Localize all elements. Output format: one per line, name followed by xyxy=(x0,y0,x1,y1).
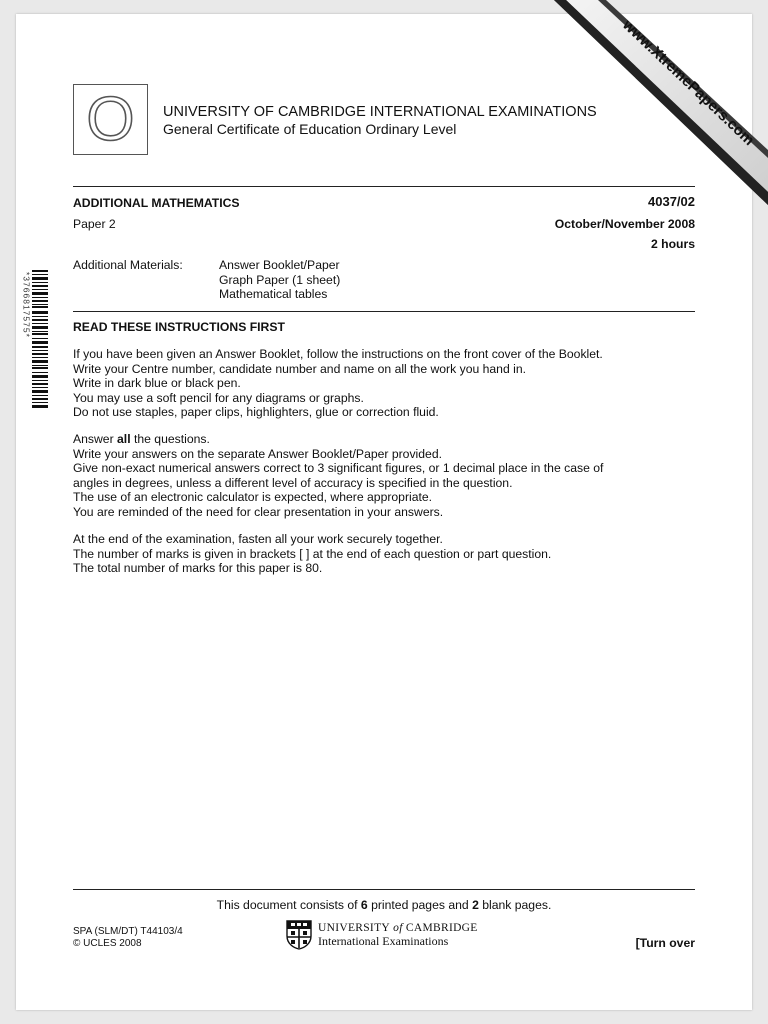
materials-list xyxy=(219,258,340,302)
instruction-line: The total number of marks for this paper is 80. xyxy=(73,561,323,576)
instruction-line: Write your Centre number, candidate number and name on all the work you hand in. xyxy=(73,361,527,376)
instruction-line: You may use a soft pencil for any diagrams or graphs. xyxy=(73,390,364,405)
instruction-line: If you have been given an Answer Booklet, follow the instructions on the front cover of the Booklet. xyxy=(73,347,603,361)
printed-pages-count: 6 xyxy=(360,898,368,912)
instruction-line: Write in dark blue or black pen. xyxy=(73,376,241,391)
subject-code: 4037/02 xyxy=(648,194,695,209)
certificate-name: General Certificate of Education Ordinary Level xyxy=(163,121,457,137)
level-letter: O xyxy=(86,84,135,154)
cambridge-shield-icon xyxy=(286,920,312,950)
divider-footer xyxy=(73,889,695,890)
instruction-line: Do not use staples, paper clips, highlighters, glue or correction fluid. xyxy=(73,405,439,420)
barcode-icon xyxy=(32,270,48,410)
instruction-line: The number of marks is given in brackets [ ] at the end of each question or part question. xyxy=(73,546,552,561)
page-count-prefix: This document consists of xyxy=(216,898,361,912)
cambridge-name xyxy=(318,922,478,948)
document-reference: SPA (SLM/DT) T44103/4 xyxy=(73,926,183,937)
university-name: UNIVERSITY OF CAMBRIDGE INTERNATIONAL EXAMINATIONS xyxy=(163,104,597,120)
divider-materials xyxy=(73,311,695,312)
materials-item: Answer Booklet/Paper xyxy=(219,258,340,272)
exam-duration: 2 hours xyxy=(650,237,695,251)
page-count-note xyxy=(16,898,752,913)
cambridge-logo xyxy=(286,920,478,950)
instruction-line: Give non-exact numerical answers correct to 3 significant figures, or 1 decimal place in the case of xyxy=(73,461,604,476)
answer-prefix: Answer xyxy=(73,432,118,446)
blank-pages-count: 2 xyxy=(472,898,479,912)
instructions-block-2 xyxy=(73,432,673,520)
cambridge-university: UNIVERSITY xyxy=(318,922,390,934)
instruction-line: The use of an electronic calculator is expected, where appropriate. xyxy=(73,490,433,505)
barcode-digits: *3766817575* xyxy=(21,272,32,338)
instructions-heading: READ THESE INSTRUCTIONS FIRST xyxy=(73,320,285,334)
materials-item: Mathematical tables xyxy=(219,287,328,302)
instruction-line: angles in degrees, unless a different level of accuracy is specified in the question. xyxy=(73,475,513,490)
turn-over-label: [Turn over xyxy=(635,936,695,950)
page-count-mid: printed pages and xyxy=(367,898,473,912)
cambridge-word: CAMBRIDGE xyxy=(405,922,478,934)
instruction-line-answer-all xyxy=(73,432,673,447)
ribbon-edge xyxy=(554,0,768,205)
subject-title: ADDITIONAL MATHEMATICS xyxy=(73,196,240,210)
divider-top xyxy=(73,186,695,187)
exam-session: October/November 2008 xyxy=(554,217,695,231)
answer-suffix: the questions. xyxy=(130,432,210,446)
paper-number: Paper 2 xyxy=(73,217,116,231)
copyright: © UCLES 2008 xyxy=(73,938,142,949)
materials-item: Graph Paper (1 sheet) xyxy=(219,272,341,287)
instructions-block-3 xyxy=(73,532,673,576)
instruction-line: At the end of the examination, fasten all your work securely together. xyxy=(73,532,443,546)
instruction-line: Write your answers on the separate Answer Booklet/Paper provided. xyxy=(73,446,442,461)
answer-all-emphasis: all xyxy=(117,432,131,446)
level-badge xyxy=(73,84,148,155)
page-count-suffix: blank pages. xyxy=(478,898,552,912)
instructions-block-1 xyxy=(73,347,673,420)
ribbon-text[interactable]: www.XtremePapers.com xyxy=(619,16,758,150)
instruction-line: You are reminded of the need for clear presentation in your answers. xyxy=(73,504,444,519)
cambridge-of: of xyxy=(390,922,406,934)
materials-label: Additional Materials: xyxy=(73,258,183,272)
cambridge-name-line2: International Examinations xyxy=(318,934,449,948)
exam-cover-page xyxy=(16,14,758,1010)
